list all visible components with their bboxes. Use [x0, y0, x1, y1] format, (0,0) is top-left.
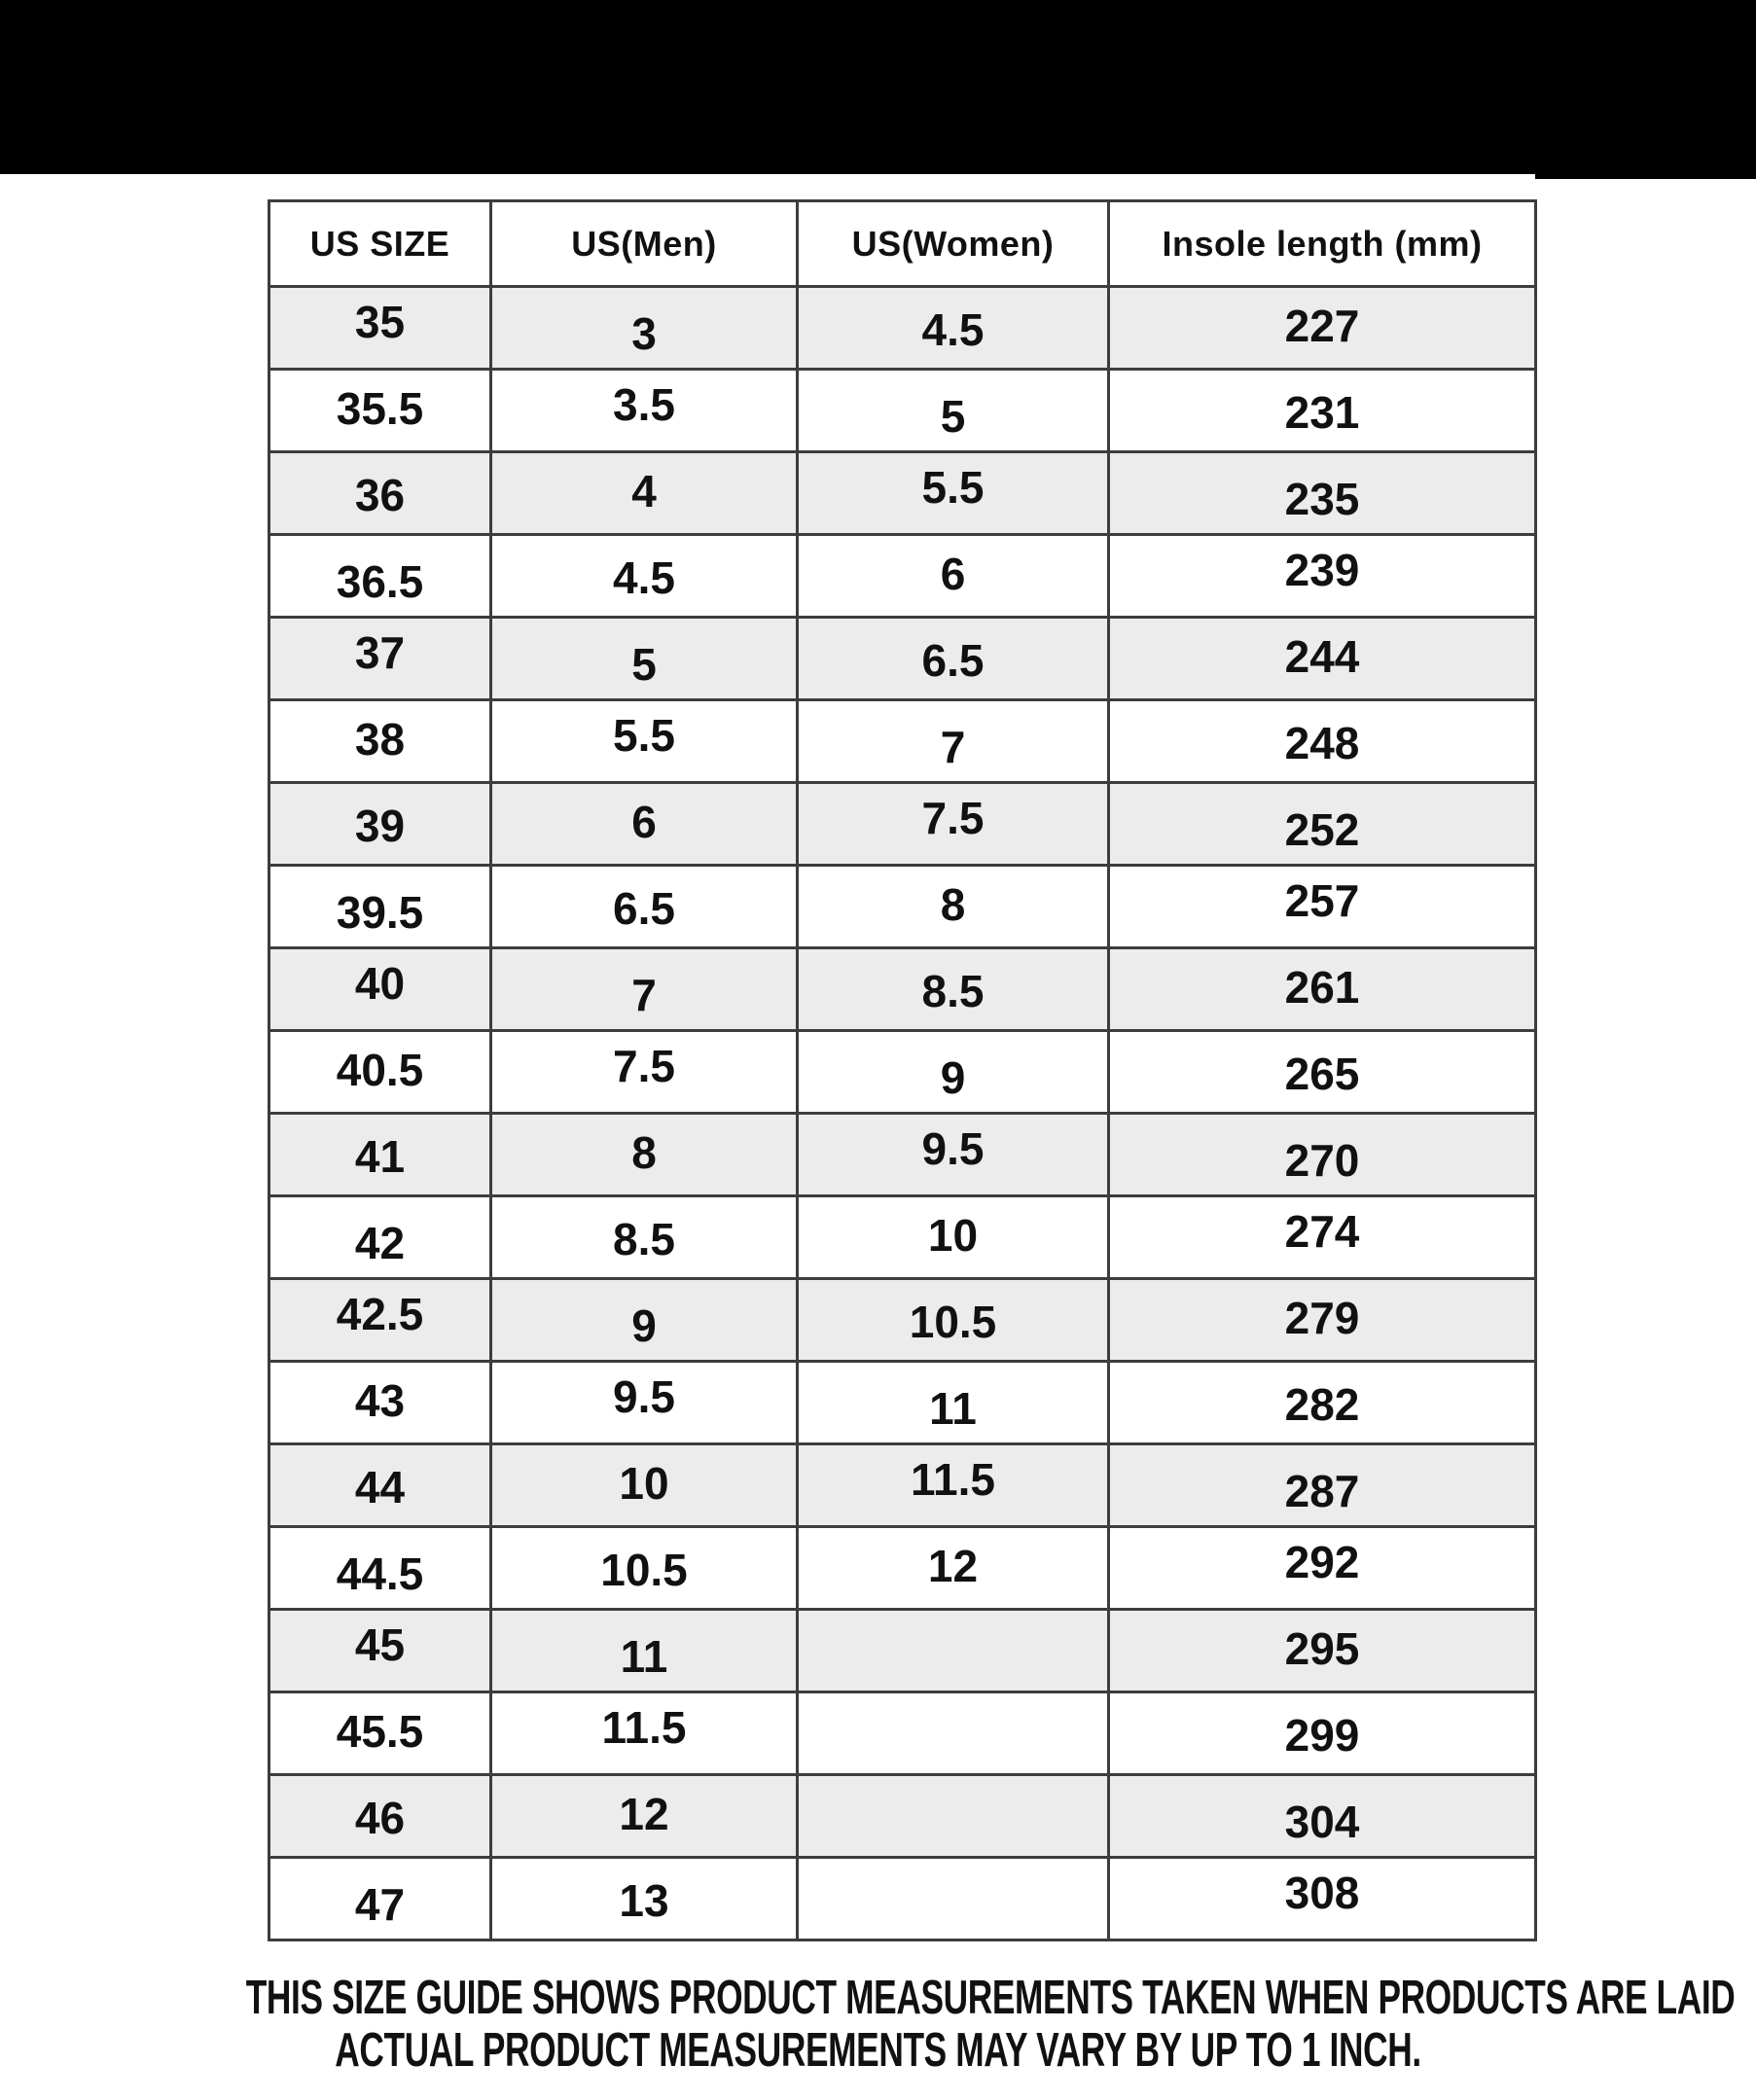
table-cell: 6.5: [798, 618, 1109, 700]
table-cell: 282: [1109, 1362, 1536, 1444]
top-banner-edge: [1535, 174, 1756, 179]
table-cell: 7: [798, 700, 1109, 783]
table-cell: 43: [269, 1362, 491, 1444]
table-cell: 292: [1109, 1527, 1536, 1610]
table-cell: 265: [1109, 1031, 1536, 1114]
table-cell: 270: [1109, 1114, 1536, 1196]
table-cell: 244: [1109, 618, 1536, 700]
table-cell: 11.5: [491, 1692, 798, 1775]
table-cell: 10: [491, 1444, 798, 1527]
table-cell: 44.5: [269, 1527, 491, 1610]
table-row: [269, 1775, 1536, 1858]
table-row: [269, 948, 1536, 1031]
header-row: [269, 201, 1536, 287]
table-row: [269, 452, 1536, 535]
table-cell: 13: [491, 1858, 798, 1940]
table-cell: 308: [1109, 1858, 1536, 1940]
table-cell: 6: [798, 535, 1109, 618]
disclaimer-line-1: THIS SIZE GUIDE SHOWS PRODUCT MEASUREMENTS TAKEN WHEN PRODUCTS ARE LAID: [245, 1972, 1736, 2024]
table-cell: 8.5: [491, 1196, 798, 1279]
header-us-women: US(Women): [798, 201, 1109, 287]
table-cell: 5: [798, 370, 1109, 452]
table-cell: 10: [798, 1196, 1109, 1279]
table-cell: 42.5: [269, 1279, 491, 1362]
table-cell: 3: [491, 287, 798, 370]
table-cell: 261: [1109, 948, 1536, 1031]
table-row: [269, 1279, 1536, 1362]
table-row: [269, 1031, 1536, 1114]
table-cell: 5.5: [798, 452, 1109, 535]
table-cell: 4: [491, 452, 798, 535]
size-conversion-table: [268, 199, 1537, 1941]
table-cell: 39: [269, 783, 491, 866]
header-insole-length: Insole length (mm): [1109, 201, 1536, 287]
table-cell: 235: [1109, 452, 1536, 535]
table-cell: 10.5: [491, 1527, 798, 1610]
table-cell: 274: [1109, 1196, 1536, 1279]
table-cell: 40: [269, 948, 491, 1031]
table-cell: 3.5: [491, 370, 798, 452]
table-cell: 44: [269, 1444, 491, 1527]
table-cell: [798, 1858, 1109, 1940]
table-row: [269, 866, 1536, 948]
disclaimer: [0, 1972, 1756, 2080]
table-cell: 11: [798, 1362, 1109, 1444]
table-cell: 7: [491, 948, 798, 1031]
table-cell: 11.5: [798, 1444, 1109, 1527]
table-cell: 299: [1109, 1692, 1536, 1775]
table-cell: 35.5: [269, 370, 491, 452]
table-cell: 287: [1109, 1444, 1536, 1527]
table-cell: 8.5: [798, 948, 1109, 1031]
table-cell: [798, 1610, 1109, 1692]
top-banner: [0, 0, 1756, 174]
table-row: [269, 1692, 1536, 1775]
header-us-men: US(Men): [491, 201, 798, 287]
table-cell: 5: [491, 618, 798, 700]
table-cell: 41: [269, 1114, 491, 1196]
table-cell: 11: [491, 1610, 798, 1692]
table-row: [269, 535, 1536, 618]
table-cell: 45.5: [269, 1692, 491, 1775]
table-cell: 4.5: [491, 535, 798, 618]
table-cell: 227: [1109, 287, 1536, 370]
table-cell: 9: [798, 1031, 1109, 1114]
table-cell: 257: [1109, 866, 1536, 948]
table-cell: 36.5: [269, 535, 491, 618]
table-cell: 10.5: [798, 1279, 1109, 1362]
size-table-body: [269, 287, 1536, 1940]
table-cell: 295: [1109, 1610, 1536, 1692]
table-cell: 40.5: [269, 1031, 491, 1114]
table-cell: 6: [491, 783, 798, 866]
table-cell: 39.5: [269, 866, 491, 948]
table-cell: 9.5: [798, 1114, 1109, 1196]
table-cell: 9: [491, 1279, 798, 1362]
table-cell: 279: [1109, 1279, 1536, 1362]
table-cell: [798, 1775, 1109, 1858]
table-cell: 252: [1109, 783, 1536, 866]
table-cell: 35: [269, 287, 491, 370]
table-row: [269, 783, 1536, 866]
table-cell: [798, 1692, 1109, 1775]
table-cell: 42: [269, 1196, 491, 1279]
table-cell: 38: [269, 700, 491, 783]
table-cell: 7.5: [491, 1031, 798, 1114]
table-cell: 12: [798, 1527, 1109, 1610]
table-cell: 7.5: [798, 783, 1109, 866]
table-cell: 248: [1109, 700, 1536, 783]
table-cell: 8: [491, 1114, 798, 1196]
table-cell: 239: [1109, 535, 1536, 618]
table-cell: 36: [269, 452, 491, 535]
table-cell: 6.5: [491, 866, 798, 948]
table-row: [269, 1196, 1536, 1279]
disclaimer-line-2: ACTUAL PRODUCT MEASUREMENTS MAY VARY BY UP TO 1 INCH.: [335, 2024, 1421, 2077]
table-cell: 231: [1109, 370, 1536, 452]
header-us-size: US SIZE: [269, 201, 491, 287]
table-cell: 46: [269, 1775, 491, 1858]
table-row: [269, 1362, 1536, 1444]
table-cell: 45: [269, 1610, 491, 1692]
table-row: [269, 1114, 1536, 1196]
table-row: [269, 287, 1536, 370]
table-row: [269, 618, 1536, 700]
table-cell: 304: [1109, 1775, 1536, 1858]
table-cell: 12: [491, 1775, 798, 1858]
table-row: [269, 1610, 1536, 1692]
table-cell: 8: [798, 866, 1109, 948]
table-row: [269, 370, 1536, 452]
table-row: [269, 1858, 1536, 1940]
table-cell: 37: [269, 618, 491, 700]
table-row: [269, 700, 1536, 783]
table-cell: 9.5: [491, 1362, 798, 1444]
table-cell: 5.5: [491, 700, 798, 783]
table-row: [269, 1444, 1536, 1527]
table-row: [269, 1527, 1536, 1610]
table-cell: 47: [269, 1858, 491, 1940]
table-cell: 4.5: [798, 287, 1109, 370]
